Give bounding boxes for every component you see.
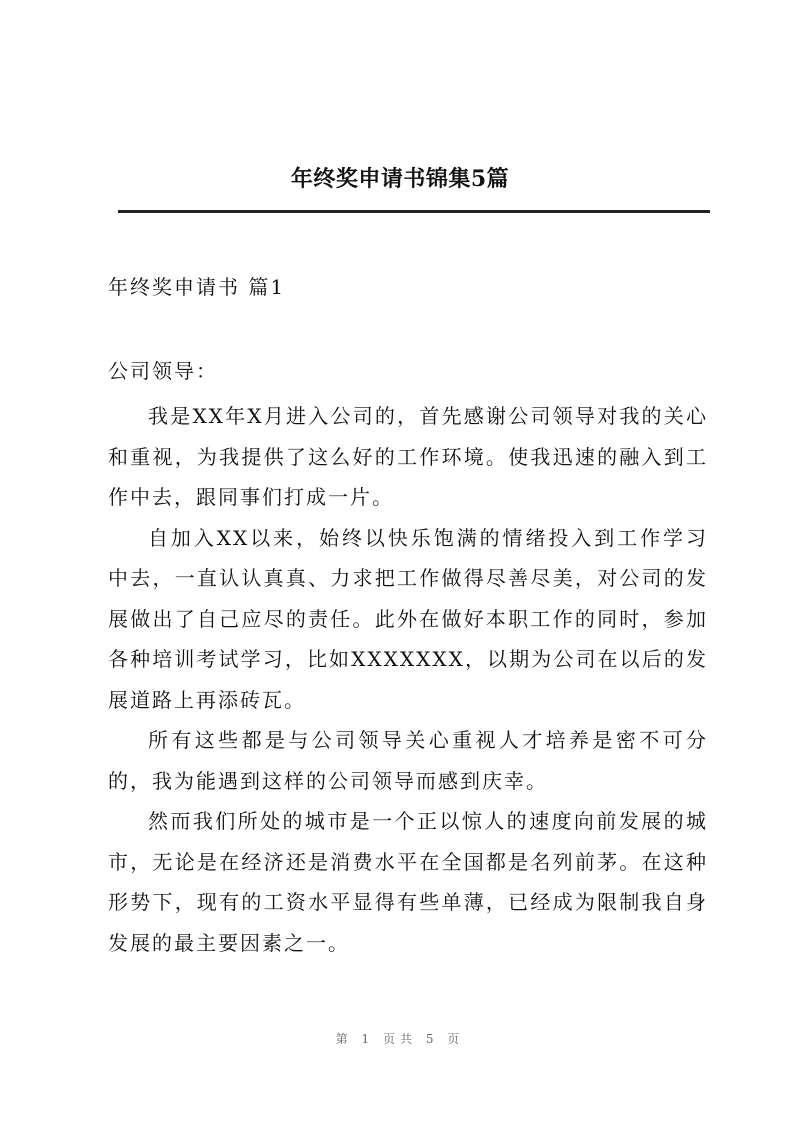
title-divider — [118, 210, 710, 213]
page-footer — [0, 1030, 800, 1047]
paragraph: 我是XX年X月进入公司的，首先感谢公司领导对我的关心和重视，为我提供了这么好的工作环境。使我迅速的融入到工作中去，跟同事们打成一片。 — [108, 404, 708, 509]
letter-body — [108, 396, 708, 963]
footer-suffix: 页 — [447, 1032, 465, 1046]
section-heading: 年终奖申请书 篇1 — [108, 275, 286, 299]
footer-middle: 页共 — [382, 1032, 417, 1046]
footer-total-pages: 5 — [425, 1032, 439, 1046]
footer-prefix: 第 — [335, 1032, 353, 1046]
paragraph: 自加入XX以来，始终以快乐饱满的情绪投入到工作学习中去，一直认认真真、力求把工作做得尽善尽美，对公司的发展做出了自己应尽的责任。此外在做好本职工作的同时，参加各种培训考试学习，比如XXXXXXX，以期为公司在以后的发展道路上再添砖瓦。 — [108, 525, 708, 712]
paragraph: 所有这些都是与公司领导关心重视人才培养是密不可分的，我为能遇到这样的公司领导而感到庆幸。 — [108, 728, 708, 793]
salutation: 公司领导： — [108, 359, 218, 383]
footer-current-page: 1 — [361, 1032, 375, 1046]
paragraph: 然而我们所处的城市是一个正以惊人的速度向前发展的城市，无论是在经济还是消费水平在全国都是名列前茅。在这种形势下，现有的工资水平显得有些单薄，已经成为限制我自身发展的最主要因素之一。 — [108, 809, 708, 955]
document-title: 年终奖申请书锦集5篇 — [290, 166, 510, 192]
